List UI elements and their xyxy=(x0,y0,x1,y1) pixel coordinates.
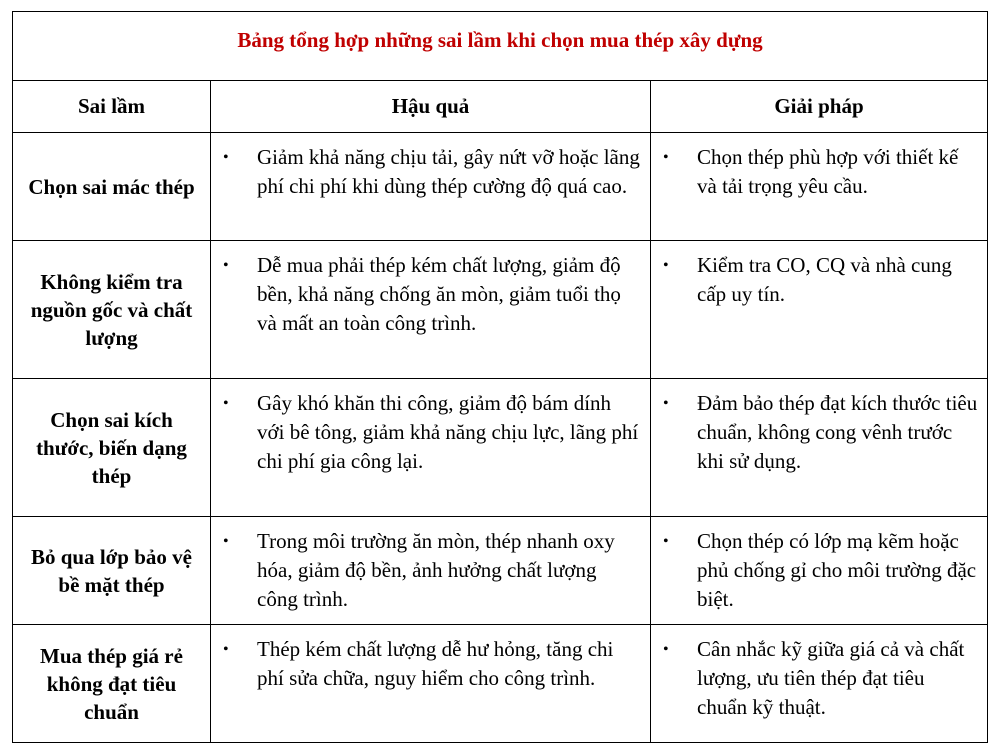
row-1-solution: Chọn thép phù hợp với thiết kế và tải trọng yêu cầu. xyxy=(697,145,959,198)
bullet-icon: • xyxy=(663,257,669,274)
table-grid xyxy=(13,81,987,742)
row-2-mistake: Không kiểm tra nguồn gốc và chất lượng xyxy=(13,241,211,379)
mistakes-table xyxy=(12,11,988,743)
row-5-mistake: Mua thép giá rẻ không đạt tiêu chuẩn xyxy=(13,625,211,742)
row-3-mistake: Chọn sai kích thước, biến dạng thép xyxy=(13,379,211,517)
bullet-icon: • xyxy=(663,395,669,412)
row-3-consequence: Gây khó khăn thi công, giảm độ bám dính với bê tông, giảm khả năng chịu lực, lãng phí chi phí gia công lại. xyxy=(257,391,639,473)
row-1-consequence-cell xyxy=(211,133,651,241)
row-3-solution-cell xyxy=(651,379,987,517)
row-2-solution: Kiểm tra CO, CQ và nhà cung cấp uy tín. xyxy=(697,253,952,306)
table-title-row xyxy=(13,12,987,81)
bullet-icon: • xyxy=(223,149,229,166)
row-4-solution-cell xyxy=(651,517,987,625)
table-title: Bảng tổng hợp những sai lầm khi chọn mua thép xây dựng xyxy=(237,27,763,52)
row-4-mistake: Bỏ qua lớp bảo vệ bề mặt thép xyxy=(13,517,211,625)
bullet-icon: • xyxy=(663,641,669,658)
row-2-solution-cell xyxy=(651,241,987,379)
row-2-consequence-cell xyxy=(211,241,651,379)
bullet-icon: • xyxy=(663,149,669,166)
row-1-solution-cell xyxy=(651,133,987,241)
row-1-mistake: Chọn sai mác thép xyxy=(13,133,211,241)
bullet-icon: • xyxy=(223,395,229,412)
bullet-icon: • xyxy=(223,641,229,658)
row-3-solution: Đảm bảo thép đạt kích thước tiêu chuẩn, không cong vênh trước khi sử dụng. xyxy=(697,391,978,473)
row-4-solution: Chọn thép có lớp mạ kẽm hoặc phủ chống gỉ cho môi trường đặc biệt. xyxy=(697,529,977,611)
bullet-icon: • xyxy=(223,533,229,550)
row-2-consequence: Dễ mua phải thép kém chất lượng, giảm độ bền, khả năng chống ăn mòn, giảm tuổi thọ và mất an toàn công trình. xyxy=(257,253,621,335)
header-mistake: Sai lầm xyxy=(13,81,211,133)
row-4-consequence-cell xyxy=(211,517,651,625)
row-3-consequence-cell xyxy=(211,379,651,517)
row-5-solution-cell xyxy=(651,625,987,742)
bullet-icon: • xyxy=(223,257,229,274)
row-5-consequence-cell xyxy=(211,625,651,742)
header-consequence: Hậu quả xyxy=(211,81,651,133)
row-5-consequence: Thép kém chất lượng dễ hư hỏng, tăng chi phí sửa chữa, nguy hiểm cho công trình. xyxy=(257,637,614,690)
row-5-solution: Cân nhắc kỹ giữa giá cả và chất lượng, ưu tiên thép đạt tiêu chuẩn kỹ thuật. xyxy=(697,637,965,719)
row-1-consequence: Giảm khả năng chịu tải, gây nứt vỡ hoặc lãng phí chi phí khi dùng thép cường độ quá cao. xyxy=(257,145,640,198)
bullet-icon: • xyxy=(663,533,669,550)
row-4-consequence: Trong môi trường ăn mòn, thép nhanh oxy hóa, giảm độ bền, ảnh hưởng chất lượng công trình. xyxy=(257,529,615,611)
header-solution: Giải pháp xyxy=(651,81,987,133)
